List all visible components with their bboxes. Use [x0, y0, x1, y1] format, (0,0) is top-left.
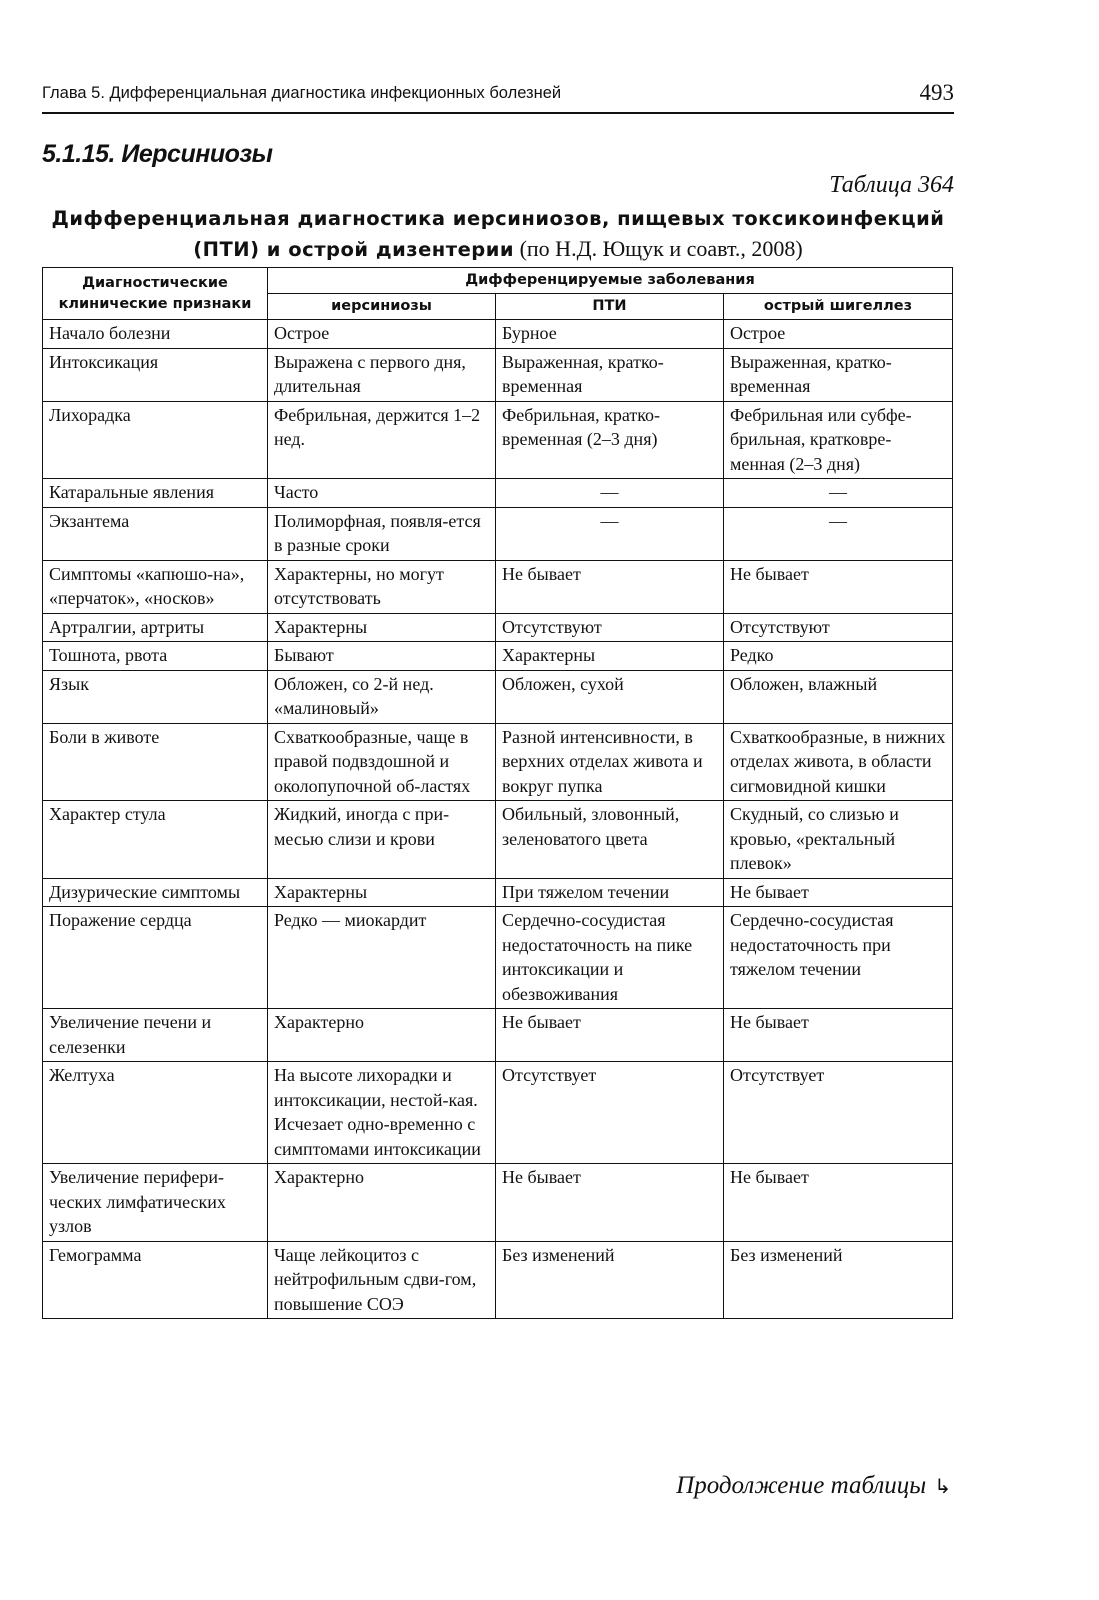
sign-cell: Боли в животе — [43, 723, 268, 801]
value-cell: — — [724, 507, 953, 560]
table-row — [43, 642, 953, 671]
value-cell: Отсутствует — [496, 1062, 724, 1164]
value-cell: Не бывает — [724, 1164, 953, 1242]
sign-cell: Гемограмма — [43, 1241, 268, 1319]
table-row — [43, 670, 953, 723]
value-cell: Отсутствуют — [724, 613, 953, 642]
value-cell: Жидкий, иногда с при-месью слизи и крови — [268, 801, 496, 879]
value-cell: Не бывает — [724, 560, 953, 613]
caption-source: (по Н.Д. Ющук и соавт., 2008) — [514, 236, 803, 261]
sign-cell: Тошнота, рвота — [43, 642, 268, 671]
sign-cell: Катаральные явления — [43, 479, 268, 508]
value-cell: Острое — [268, 320, 496, 349]
value-cell: Сердечно-сосудистая недостаточность при тяжелом течении — [724, 907, 953, 1009]
value-cell: Отсутствуют — [496, 613, 724, 642]
value-cell: Не бывает — [496, 560, 724, 613]
sign-cell: Начало болезни — [43, 320, 268, 349]
value-cell: Фебрильная, кратко-временная (2–3 дня) — [496, 401, 724, 479]
sign-cell: Лихорадка — [43, 401, 268, 479]
sign-cell: Артралгии, артриты — [43, 613, 268, 642]
sign-cell: Увеличение перифери-ческих лимфатических узлов — [43, 1164, 268, 1242]
header-col-pti: ПТИ — [496, 294, 724, 320]
table-number: Таблица 364 — [829, 172, 954, 198]
table-body — [43, 320, 953, 1319]
value-cell: При тяжелом течении — [496, 878, 724, 907]
value-cell: Выраженная, кратко-временная — [724, 348, 953, 401]
table-row — [43, 507, 953, 560]
value-cell: — — [496, 507, 724, 560]
header-col-shigellosis: острый шигеллез — [724, 294, 953, 320]
page-number: 493 — [919, 80, 954, 105]
value-cell: Обложен, со 2-й нед. «малиновый» — [268, 670, 496, 723]
value-cell: Разной интенсивности, в верхних отделах живота и вокруг пупка — [496, 723, 724, 801]
header-diseases: Дифференцируемые заболевания — [268, 268, 953, 294]
table-row — [43, 348, 953, 401]
chapter-title: Глава 5. Дифференциальная диагностика инфекционных болезней — [42, 84, 562, 102]
value-cell: — — [496, 479, 724, 508]
value-cell: На высоте лихорадки и интоксикации, нестой-кая. Исчезает одно-временно с симптомами интоксикации — [268, 1062, 496, 1164]
table-row — [43, 479, 953, 508]
sign-cell: Интоксикация — [43, 348, 268, 401]
sign-cell: Дизурические симптомы — [43, 878, 268, 907]
value-cell: Схваткообразные, чаще в правой подвздошной и околопупочной об-ластях — [268, 723, 496, 801]
sign-cell: Желтуха — [43, 1062, 268, 1164]
continued-label: Продолжение таблицы — [676, 1472, 927, 1499]
header-col-yersiniosis: иерсиниозы — [268, 294, 496, 320]
value-cell: Редко — [724, 642, 953, 671]
table-row — [43, 320, 953, 349]
value-cell: Бурное — [496, 320, 724, 349]
value-cell: Характерны — [268, 878, 496, 907]
value-cell: Схваткообразные, в нижних отделах живота, в области сигмовидной кишки — [724, 723, 953, 801]
table-row — [43, 401, 953, 479]
sign-cell: Характер стула — [43, 801, 268, 879]
value-cell: Редко — миокардит — [268, 907, 496, 1009]
value-cell: Обильный, зловонный, зеленоватого цвета — [496, 801, 724, 879]
caption-line-1: Дифференциальная диагностика иерсиниозов, пищевых токсикоинфекций — [51, 207, 945, 230]
value-cell: Не бывает — [496, 1164, 724, 1242]
value-cell: Фебрильная или субфе-брильная, кратковре-менная (2–3 дня) — [724, 401, 953, 479]
value-cell: Без изменений — [724, 1241, 953, 1319]
value-cell: Без изменений — [496, 1241, 724, 1319]
value-cell: Характерны, но могут отсутствовать — [268, 560, 496, 613]
table-row — [43, 1062, 953, 1164]
differential-diagnosis-table — [42, 267, 953, 1319]
value-cell: Сердечно-сосудистая недостаточность на пике интоксикации и обезвоживания — [496, 907, 724, 1009]
sign-cell: Симптомы «капюшо-на», «перчаток», «носков» — [43, 560, 268, 613]
turn-arrow-icon: ↳ — [934, 1474, 951, 1498]
value-cell: Бывают — [268, 642, 496, 671]
table-row — [43, 1241, 953, 1319]
value-cell: — — [724, 479, 953, 508]
value-cell: Характерно — [268, 1009, 496, 1062]
value-cell: Характерны — [268, 613, 496, 642]
value-cell: Острое — [724, 320, 953, 349]
section-title: 5.1.15. Иерсиниозы — [42, 140, 273, 168]
running-head — [42, 82, 954, 114]
table-row — [43, 1009, 953, 1062]
table-caption — [38, 203, 958, 265]
header-signs: Диагностические клинические признаки — [43, 268, 268, 320]
continued-note — [676, 1472, 951, 1500]
table-row — [43, 878, 953, 907]
value-cell: Не бывает — [724, 1009, 953, 1062]
value-cell: Выражена с первого дня, длительная — [268, 348, 496, 401]
sign-cell: Увеличение печени и селезенки — [43, 1009, 268, 1062]
sign-cell: Язык — [43, 670, 268, 723]
value-cell: Не бывает — [496, 1009, 724, 1062]
value-cell: Характерны — [496, 642, 724, 671]
sign-cell: Поражение сердца — [43, 907, 268, 1009]
value-cell: Фебрильная, держится 1–2 нед. — [268, 401, 496, 479]
value-cell: Обложен, сухой — [496, 670, 724, 723]
value-cell: Отсутствует — [724, 1062, 953, 1164]
caption-line-2: (ПТИ) и острой дизентерии — [193, 238, 515, 261]
value-cell: Чаще лейкоцитоз с нейтрофильным сдви-гом, повышение СОЭ — [268, 1241, 496, 1319]
value-cell: Характерно — [268, 1164, 496, 1242]
value-cell: Выраженная, кратко-временная — [496, 348, 724, 401]
value-cell: Не бывает — [724, 878, 953, 907]
value-cell: Полиморфная, появля-ется в разные сроки — [268, 507, 496, 560]
table-row — [43, 1164, 953, 1242]
table-row — [43, 613, 953, 642]
table-row — [43, 801, 953, 879]
table-row — [43, 560, 953, 613]
value-cell: Обложен, влажный — [724, 670, 953, 723]
table-row — [43, 907, 953, 1009]
value-cell: Скудный, со слизью и кровью, «ректальный плевок» — [724, 801, 953, 879]
table-row — [43, 723, 953, 801]
sign-cell: Экзантема — [43, 507, 268, 560]
value-cell: Часто — [268, 479, 496, 508]
